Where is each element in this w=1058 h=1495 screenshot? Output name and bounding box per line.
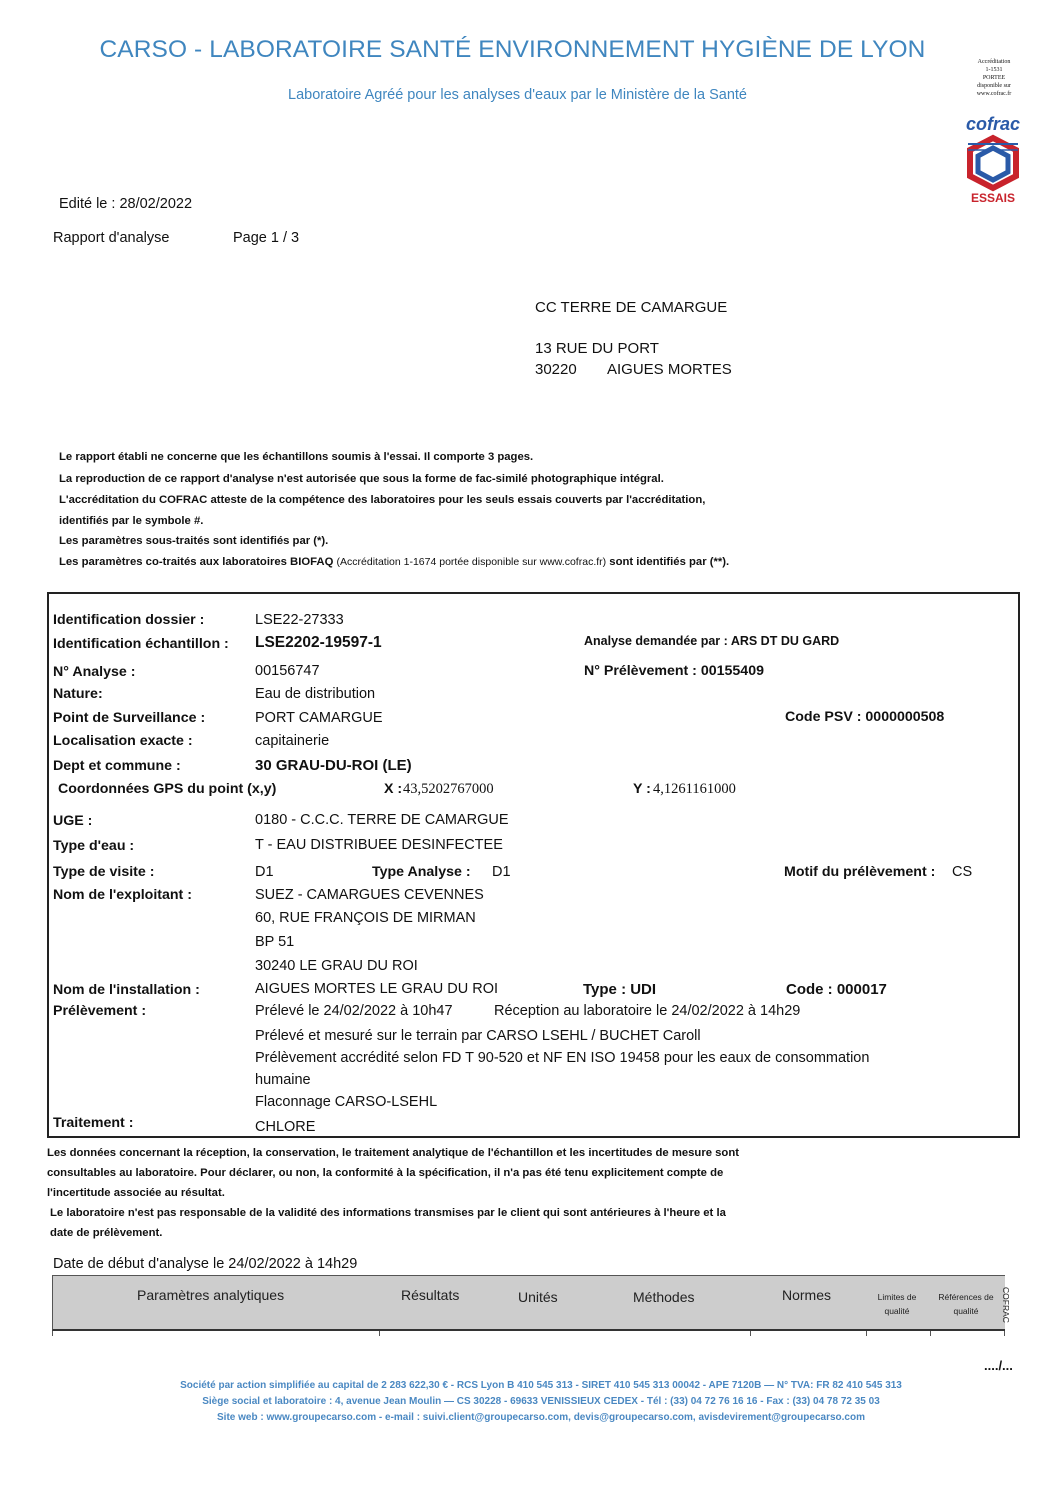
analysis-number-label: N° Analyse : <box>53 664 136 680</box>
operator-line: SUEZ - CAMARGUES CEVENNES <box>255 887 484 903</box>
notice-line: Le rapport établi ne concerne que les échantillons soumis à l'essai. Il comporte 3 pages. <box>59 451 534 463</box>
motif-label: Motif du prélèvement : <box>784 864 936 880</box>
notice-line: identifiés par le symbole #. <box>59 515 204 527</box>
notice-biofaq-end: sont identifiés par (**). <box>609 556 730 568</box>
uge-label: UGE : <box>53 813 93 829</box>
nature-label: Nature: <box>53 686 103 702</box>
psv-code: Code PSV : 0000000508 <box>785 709 945 725</box>
column-tick <box>930 1331 931 1336</box>
sampled-by: Prélevé et mesuré sur le terrain par CARSO LSEHL / BUCHET Caroll <box>255 1028 701 1044</box>
gps-label: Coordonnées GPS du point (x,y) <box>58 781 277 797</box>
cofrac-logo-text: cofrac <box>965 114 1021 134</box>
essais-logo-text: ESSAIS <box>970 191 1016 205</box>
installation-value: AIGUES MORTES LE GRAU DU ROI <box>255 981 499 997</box>
water-type-value: T - EAU DISTRIBUEE DESINFECTEE <box>255 837 503 853</box>
col-results: Résultats <box>401 1287 460 1303</box>
lab-title: CARSO - LABORATOIRE SANTÉ ENVIRONNEMENT HYGIÈNE DE LYON <box>99 36 926 63</box>
col-quality-limits: Limites de qualité <box>877 1292 917 1316</box>
notice-biofaq: Les paramètres co-traités aux laboratoires BIOFAQ <box>59 556 334 568</box>
treatment-value: CHLORE <box>255 1119 316 1135</box>
notice-line: Les paramètres sous-traités sont identifiés par (*). <box>59 535 329 547</box>
accreditation-line: www.cofrac.fr <box>976 91 1012 97</box>
column-tick <box>750 1331 751 1336</box>
analysis-number-value: 00156747 <box>255 663 320 679</box>
continuation-mark: ..../... <box>984 1358 1013 1373</box>
recipient-postcode: 30220 <box>535 361 577 378</box>
footer-address: Siège social et laboratoire : 4, avenue Jean Moulin — CS 30228 - 69633 VENISSIEUX CEDEX - Tél : (33) 04 72 76 16 16 - Fax : (33) 04 78 72 35 03 <box>202 1396 880 1407</box>
accreditation-statement: Prélèvement accrédité selon FD T 90-520 et NF EN ISO 19458 pour les eaux de consommation <box>255 1050 870 1066</box>
notice-line: La reproduction de ce rapport d'analyse n'est autorisée que sous la forme de fac-similé photographique intégral. <box>59 473 664 485</box>
notice-line: L'accréditation du COFRAC atteste de la compétence des laboratoires pour les seuls essais couverts par l'accréditation, <box>59 494 706 506</box>
recipient-name: CC TERRE DE CAMARGUE <box>535 299 728 316</box>
commune-label: Dept et commune : <box>53 758 181 774</box>
operator-line: 60, RUE FRANÇOIS DE MIRMAN <box>255 910 476 926</box>
col-norms: Normes <box>782 1287 832 1303</box>
visit-type-value: D1 <box>255 864 274 880</box>
footer-contact: Site web : www.groupecarso.com - e-mail : suivi.client@groupecarso.com, devis@groupecarso.com, avisdevirement@groupecarso.com <box>217 1412 865 1423</box>
accreditation-note <box>958 58 1030 98</box>
notice-line <box>59 556 729 568</box>
col-parameters: Paramètres analytiques <box>137 1287 285 1303</box>
note-line: Les données concernant la réception, la conservation, le traitement analytique de l'échantillon et les incertitudes de mesure sont <box>47 1147 739 1159</box>
echantillon-value: LSE2202-19597-1 <box>255 634 382 651</box>
lab-subtitle: Laboratoire Agréé pour les analyses d'eaux par le Ministère de la Santé <box>288 87 747 103</box>
notice-biofaq-accreditation: (Accréditation 1-1674 portée disponible sur www.cofrac.fr) <box>336 556 607 568</box>
note-line: l'incertitude associée au résultat. <box>47 1187 225 1199</box>
requested-by: Analyse demandée par : ARS DT DU GARD <box>584 634 840 648</box>
column-tick <box>52 1331 53 1336</box>
footer-company: Société par action simplifiée au capital de 2 283 622,30 € - RCS Lyon B 410 545 313 - SIRET 410 545 313 00042 - APE 7120B — N° TVA: FR 82 410 545 313 <box>180 1380 902 1391</box>
report-type: Rapport d'analyse <box>53 230 170 246</box>
gps-x-value: 43,5202767000 <box>403 781 494 797</box>
installation-label: Nom de l'installation : <box>53 982 200 998</box>
column-tick <box>1004 1331 1005 1336</box>
uge-value: 0180 - C.C.C. TERRE DE CAMARGUE <box>255 812 509 828</box>
col-methods: Méthodes <box>633 1289 695 1305</box>
bottling: Flaconnage CARSO-LSEHL <box>255 1094 438 1110</box>
note-line: Le laboratoire n'est pas responsable de la validité des informations transmises par le client qui sont antérieures à l'heure et la <box>50 1207 726 1219</box>
col-units: Unités <box>518 1289 558 1305</box>
analysis-type-value: D1 <box>492 864 511 880</box>
visit-type-label: Type de visite : <box>53 864 155 880</box>
accreditation-line: 1-1531 <box>985 67 1003 73</box>
motif-value: CS <box>952 864 973 880</box>
recipient-city: AIGUES MORTES <box>607 361 732 378</box>
cofrac-logo <box>960 110 1026 206</box>
localisation-value: capitainerie <box>255 733 330 749</box>
column-tick <box>866 1331 867 1336</box>
reception-date: Réception au laboratoire le 24/02/2022 à 14h29 <box>494 1003 801 1019</box>
operator-label: Nom de l'exploitant : <box>53 887 192 903</box>
accreditation-line: disponible sur <box>977 83 1011 89</box>
water-type-label: Type d'eau : <box>53 838 135 854</box>
installation-type: Type : UDI <box>583 981 657 998</box>
operator-line: BP 51 <box>255 934 295 950</box>
localisation-label: Localisation exacte : <box>53 733 193 749</box>
note-line: date de prélèvement. <box>50 1227 163 1239</box>
gps-x-label: X : <box>384 781 403 797</box>
dossier-value: LSE22-27333 <box>255 612 344 628</box>
col-cofrac: COFRAC <box>1001 1287 1011 1323</box>
nature-value: Eau de distribution <box>255 686 376 702</box>
gps-y-value: 4,1261161000 <box>653 781 736 797</box>
installation-code: Code : 000017 <box>786 981 887 998</box>
echantillon-label: Identification échantillon : <box>53 636 229 652</box>
accreditation-line: Accréditation <box>977 59 1011 65</box>
edit-date: Edité le : 28/02/2022 <box>59 196 193 212</box>
operator-line: 30240 LE GRAU DU ROI <box>255 958 418 974</box>
accreditation-line: PORTEE <box>982 75 1006 81</box>
column-tick <box>379 1331 380 1336</box>
sampling-label: Prélèvement : <box>53 1003 147 1019</box>
sampling-date: Prélevé le 24/02/2022 à 10h47 <box>255 1003 453 1019</box>
analysis-start-date: Date de début d'analyse le 24/02/2022 à 14h29 <box>53 1256 358 1272</box>
sampling-number: N° Prélèvement : 00155409 <box>584 663 764 679</box>
analysis-type-label: Type Analyse : <box>372 864 471 880</box>
surveillance-label: Point de Surveillance : <box>53 710 206 726</box>
accreditation-statement-cont: humaine <box>255 1072 311 1088</box>
gps-y-label: Y : <box>633 781 651 797</box>
note-line: consultables au laboratoire. Pour déclarer, ou non, la conformité à la spécification, il n'a pas été tenu explicitement compte de <box>47 1167 724 1179</box>
col-quality-refs: Références de qualité <box>938 1292 994 1316</box>
commune-value: 30 GRAU-DU-ROI (LE) <box>255 757 412 774</box>
page-indicator: Page 1 / 3 <box>233 230 300 246</box>
treatment-label: Traitement : <box>53 1115 134 1131</box>
dossier-label: Identification dossier : <box>53 612 205 628</box>
surveillance-value: PORT CAMARGUE <box>255 710 383 726</box>
recipient-street: 13 RUE DU PORT <box>535 340 659 357</box>
